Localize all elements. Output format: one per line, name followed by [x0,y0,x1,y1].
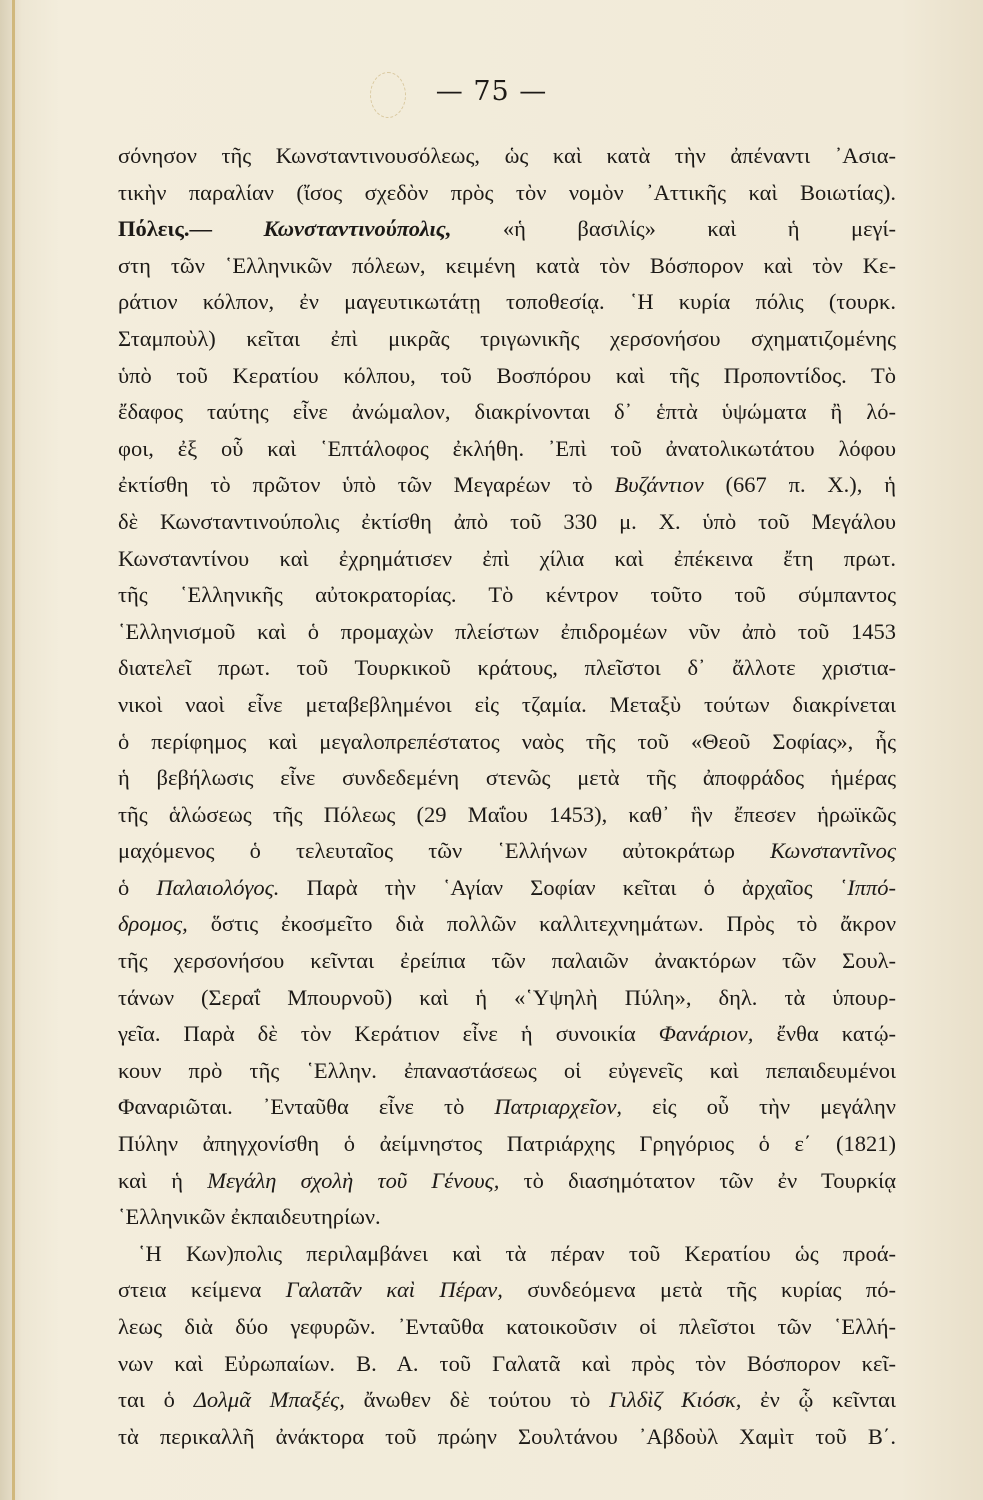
binding-edge [12,0,15,1500]
text-line: σόνησον τῆς Κωνσταντινουσόλεως, ὡς καὶ κατὰ τὴν ἀπέναντι ᾿Ασια- [118,143,896,168]
text-line: τὰ περικαλλῆ ἀνάκτορα τοῦ πρώην Σουλτάνου ᾿Αβδοὺλ Χαμὶτ τοῦ Β΄. [118,1423,896,1449]
text-line: ῾Ελληνισμοῦ καὶ ὁ προμαχὼν πλείστων ἐπιδρομέων νῦν ἀπὸ τοῦ 1453 [118,618,896,644]
ink-smudge [370,72,406,118]
city-name: Κωνσταντινούπολις, [263,216,452,242]
text-line: τικὴν παραλίαν (ἴσος σχεδὸν πρὸς τὸν νομὸν ᾿Αττικῆς καὶ Βοιωτίας). [118,179,896,205]
text-line: τῆς χερσονήσου κεῖνται ἐρείπια τῶν παλαιῶν ἀνακτόρων τῶν Σουλ- [118,948,896,974]
text-segment: «ἡ βασιλίς» καὶ ἡ μεγί- [502,216,896,242]
text-line [118,833,896,870]
text-segment: ἐκτίσθη τὸ πρῶτον ὑπὸ τῶν Μεγαρέων τὸ [118,472,593,498]
text-segment: Φαναριῶται. ᾿Ενταῦθα εἶνε τὸ [118,1094,465,1120]
body-text [118,138,896,1455]
italic-term: Παλαιολόγος. [156,874,280,900]
italic-term: Μεγάλη σχολὴ τοῦ Γένους, [207,1167,500,1193]
text-segment: ἄνωθεν δὲ τούτου τὸ [363,1387,591,1413]
italic-term: Γιλδὶζ Κιόσκ, [609,1387,742,1413]
text-segment: ὁ [118,874,130,900]
text-segment: ἔνθα κατῴ- [776,1021,896,1047]
text-line: τάνων (Σεραΐ Μπουρνοῦ) καὶ ἡ «῾Υψηλὴ Πύλη», δηλ. τὰ ὑπουρ- [118,984,896,1010]
text-line: ἡ βεβήλωσις εἶνε συνδεδεμένη στενῶς μετὰ τῆς ἀποφράδος ἡμέρας [118,765,896,791]
text-line: φοι, ἐξ οὗ καὶ ῾Επτάλοφος ἐκλήθη. ᾿Επὶ τοῦ ἀνατολικωτάτου λόφου [118,435,896,461]
text-line: ὑπὸ τοῦ Κερατίου κόλπου, τοῦ Βοσπόρου καὶ τῆς Προποντίδος. Τὸ [118,362,896,388]
text-line: λεως διὰ δύο γεφυρῶν. ᾿Ενταῦθα κατοικοῦσιν οἱ πλεῖστοι τῶν ῾Ελλή- [118,1314,896,1339]
text-segment: καὶ ἡ [118,1167,183,1193]
text-line: διατελεῖ πρωτ. τοῦ Τουρκικοῦ κράτους, πλεῖστοι δ᾿ ἄλλοτε χριστια- [118,655,896,681]
text-line: Πύλην ἀπηγχονίσθη ὁ ἀείμνηστος Πατριάρχης Γρηγόριος ὁ ε΄ (1821) [118,1131,896,1157]
text-line: ράτιον κόλπον, ἐν μαγευτικωτάτῃ τοποθεσίᾳ. ῾Η κυρία πόλις (τουρκ. [118,289,896,315]
text-line [118,1089,896,1126]
text-segment: μαχόμενος ὁ τελευταῖος τῶν ῾Ελλήνων αὐτοκράτωρ [118,838,735,864]
text-line: κουν πρὸ τῆς ῾Ελλην. ἐπαναστάσεως οἱ εὐγενεῖς καὶ πεπαιδευμένοι [118,1057,896,1083]
text-line: τῆς ἁλώσεως τῆς Πόλεως (29 Μαΐου 1453), καθ᾿ ἣν ἔπεσεν ἡρωϊκῶς [118,801,896,827]
text-segment: γεῖα. Παρὰ δὲ τὸν Κεράτιον εἶνε ἡ συνοικία [118,1021,636,1047]
text-segment: συνδεόμενα μετὰ τῆς κυρίας πό- [527,1277,896,1303]
text-line: νικοὶ ναοὶ εἶνε μεταβεβλημένοι εἰς τζαμία. Μεταξὺ τούτων διακρίνεται [118,691,896,717]
text-segment: ἐν ᾧ κεῖνται [760,1387,896,1413]
text-line [118,870,896,907]
text-line: νων καὶ Εὐρωπαίων. Β. Α. τοῦ Γαλατᾶ καὶ πρὸς τὸν Βόσπορον κεῖ- [118,1350,896,1376]
italic-term: Γαλατᾶν καὶ Πέραν, [285,1277,503,1303]
text-line: ῾Ελληνικῶν ἐκπαιδευτηρίων. [118,1204,381,1230]
italic-term: ῾Ιππό- [839,874,896,900]
text-segment: τὸ διασημότατον τῶν ἐν Τουρκίᾳ [523,1167,896,1193]
text-line: ὁ περίφημος καὶ μεγαλοπρεπέστατος ναὸς τῆς τοῦ «Θεοῦ Σοφίας», ἧς [118,728,896,754]
text-line: Κωνσταντίνου καὶ ἐχρημάτισεν ἐπὶ χίλια καὶ ἐπέκεινα ἔτη πρωτ. [118,545,896,571]
text-line [118,1272,896,1309]
italic-term: δρομος, [118,911,188,937]
text-line [118,467,896,504]
text-line: δὲ Κωνσταντινούπολις ἐκτίσθη ἀπὸ τοῦ 330 μ. Χ. ὑπὸ τοῦ Μεγάλου [118,508,896,534]
text-line [118,1016,896,1053]
page-number: — 75 — [435,76,548,107]
text-segment: εἰς οὗ τὴν μεγάλην [652,1094,896,1120]
text-line [118,1382,896,1419]
text-segment: (667 π. Χ.), ἡ [725,472,896,498]
text-segment: στεια κείμενα [118,1277,262,1303]
text-line: Σταμποὺλ) κεῖται ἐπὶ μικρᾶς τριγωνικῆς χερσονήσου σχηματιζομένης [118,325,896,351]
italic-term: Δολμᾶ Μπαξές, [193,1387,345,1413]
page-header [0,76,983,107]
text-line: τῆς ῾Ελληνικῆς αὐτοκρατορίας. Τὸ κέντρον τοῦτο τοῦ σύμπαντος [118,582,896,608]
text-line: στη τῶν ῾Ελληνικῶν πόλεων, κειμένη κατὰ τὸν Βόσπορον καὶ τὸν Κε- [118,252,896,278]
section-heading: Πόλεις.— [118,216,213,242]
text-segment: ὅστις ἐκοσμεῖτο διὰ πολλῶν καλλιτεχνημάτων. Πρὸς τὸ ἄκρον [210,911,896,937]
text-line [118,211,896,248]
italic-term: Βυζάντιον [614,472,704,498]
text-line [118,906,896,943]
text-segment: ται ὁ [118,1387,175,1413]
text-segment: Παρὰ τὴν ῾Αγίαν Σοφίαν κεῖται ὁ ἀρχαῖος [306,874,813,900]
italic-term: Κωνσταντῖνος [770,838,896,864]
italic-term: Πατριαρχεῖον, [494,1094,623,1120]
text-line: ῾Η Κων)πολις περιλαμβάνει καὶ τὰ πέραν τοῦ Κερατίου ὡς προά- [138,1240,896,1266]
italic-term: Φανάριον, [658,1021,754,1047]
text-line [118,1163,896,1200]
text-line: ἔδαφος ταύτης εἶνε ἀνώμαλον, διακρίνονται δ᾿ ἑπτὰ ὑψώματα ἢ λό- [118,399,896,425]
